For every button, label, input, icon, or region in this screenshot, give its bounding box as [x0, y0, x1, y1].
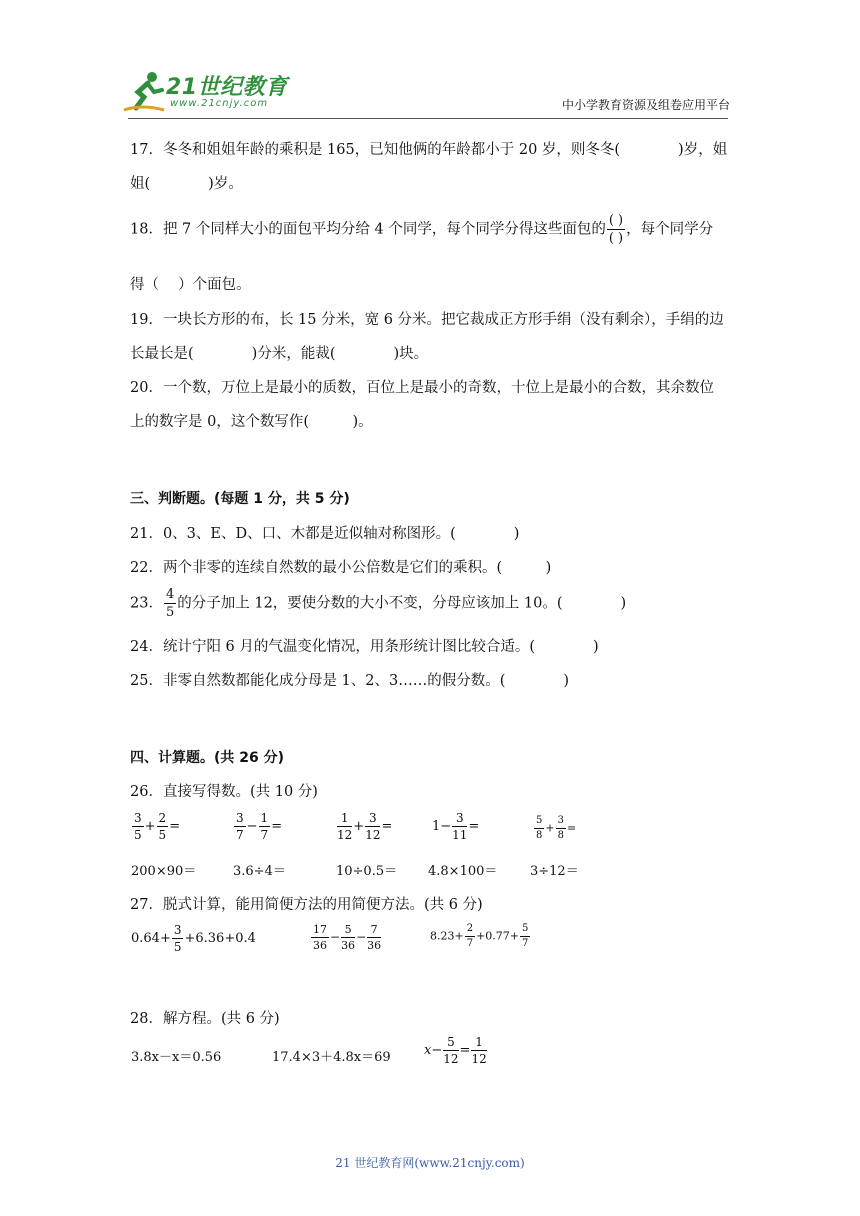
header-divider [128, 118, 728, 119]
calc-expr-4: 1− $\frac{3}{11}$ = [432, 811, 480, 842]
q20-line2: 上的数字是 0，这个数写作( )。 [130, 414, 373, 430]
q18-text-b: ，每个同学分 [626, 221, 714, 238]
calc-expr-5: $\frac{5}{8}$ + $\frac{3}{8}$ = [536, 815, 577, 841]
q23-fraction [164, 588, 176, 619]
section-judgement-title: 三、判断题。(每题 1 分，共 5 分) [130, 491, 350, 507]
equation-2: 17.4×3＋4.8x＝69 [272, 1050, 391, 1065]
logo-url: www.21cnjy.com [170, 98, 269, 109]
section-calc-title: 四、计算题。(共 26 分) [130, 750, 285, 766]
calc-row2-item: 4.8×100＝ [428, 864, 498, 879]
q25: 25．非零自然数都能化成分母是 1、2、3……的假分数。( ) [130, 673, 570, 689]
logo-text: 21世纪教育 [166, 75, 288, 100]
q21: 21．0、3、E、D、口、木都是近似轴对称图形。( ) [130, 526, 520, 542]
q28: 28．解方程。(共 6 分) [130, 1011, 280, 1027]
q27-expr-1: 0.64+ $\frac{3}{5}$ +6.36+0.4 [131, 923, 256, 954]
equation-1: 3.8x－x＝0.56 [131, 1050, 222, 1065]
q18-text-a: 18．把 7 个同样大小的面包平均分给 4 个同学，每个同学分得这些面包的 [130, 221, 606, 238]
logo [122, 70, 292, 116]
q26: 26．直接写得数。(共 10 分) [130, 784, 318, 800]
fraction-numerator: 4 [165, 587, 175, 602]
header-platform: 中小学教育资源及组卷应用平台 [561, 98, 730, 112]
q18-line2: 得（ ）个面包。 [130, 277, 251, 293]
q27-expr-3: 8.23+ $\frac{2}{7}$ +0.77+ $\frac{5}{7}$ [430, 923, 529, 949]
fraction-numerator: ( ) [608, 213, 624, 228]
q27-expr-2: $\frac{17}{36}$ − $\frac{5}{36}$ − $\frac{7}{36}$ [313, 923, 382, 952]
q23 [130, 588, 626, 619]
q17-line1: 17．冬冬和姐姐年龄的乘积是 165，已知他俩的年龄都小于 20 岁，则冬冬( )岁，姐 [130, 142, 728, 158]
calc-row2-item: 10÷0.5＝ [336, 864, 398, 879]
fraction-denominator: 5 [165, 605, 175, 620]
calc-row2-item: 3÷12＝ [530, 864, 579, 879]
calc-expr-2: $\frac{3}{7}$ − $\frac{1}{7}$ = [236, 811, 283, 842]
calc-row2-item: 3.6÷4＝ [233, 864, 286, 879]
q19-line2: 长最长是( )分米，能裁( )块。 [130, 346, 429, 362]
q24: 24．统计宁阳 6 月的气温变化情况，用条形统计图比较合适。( ) [130, 639, 599, 655]
q18-fraction [607, 214, 625, 245]
q23-number: 23． [130, 595, 163, 612]
runner-icon [122, 70, 166, 114]
q20-line1: 20．一个数，万位上是最小的质数，百位上是最小的奇数，十位上是最小的合数，其余数位 [130, 380, 714, 396]
q23-text: 的分子加上 12，要使分数的大小不变，分母应该加上 10。( ) [177, 595, 627, 612]
footer: 21 世纪教育网(www.21cnjy.com) [335, 1156, 525, 1170]
calc-expr-1: $\frac{3}{5}$ + $\frac{2}{5}$ = [134, 811, 181, 842]
q19-line1: 19．一块长方形的布，长 15 分米，宽 6 分米。把它裁成正方形手绢（没有剩余），手绢的边 [130, 312, 724, 328]
equation-3: x− $\frac{5}{12}$ = $\frac{1}{12}$ [424, 1035, 487, 1066]
q17-line2: 姐( )岁。 [130, 176, 243, 192]
q27: 27．脱式计算，能用简便方法的用简便方法。(共 6 分) [130, 897, 483, 913]
q22: 22．两个非零的连续自然数的最小公倍数是它们的乘积。( ) [130, 560, 552, 576]
q18-line1 [130, 214, 713, 245]
calc-row2-item: 200×90＝ [131, 864, 197, 879]
calc-expr-3: $\frac{1}{12}$ + $\frac{3}{12}$ = [337, 811, 393, 842]
fraction-denominator: ( ) [608, 231, 624, 246]
